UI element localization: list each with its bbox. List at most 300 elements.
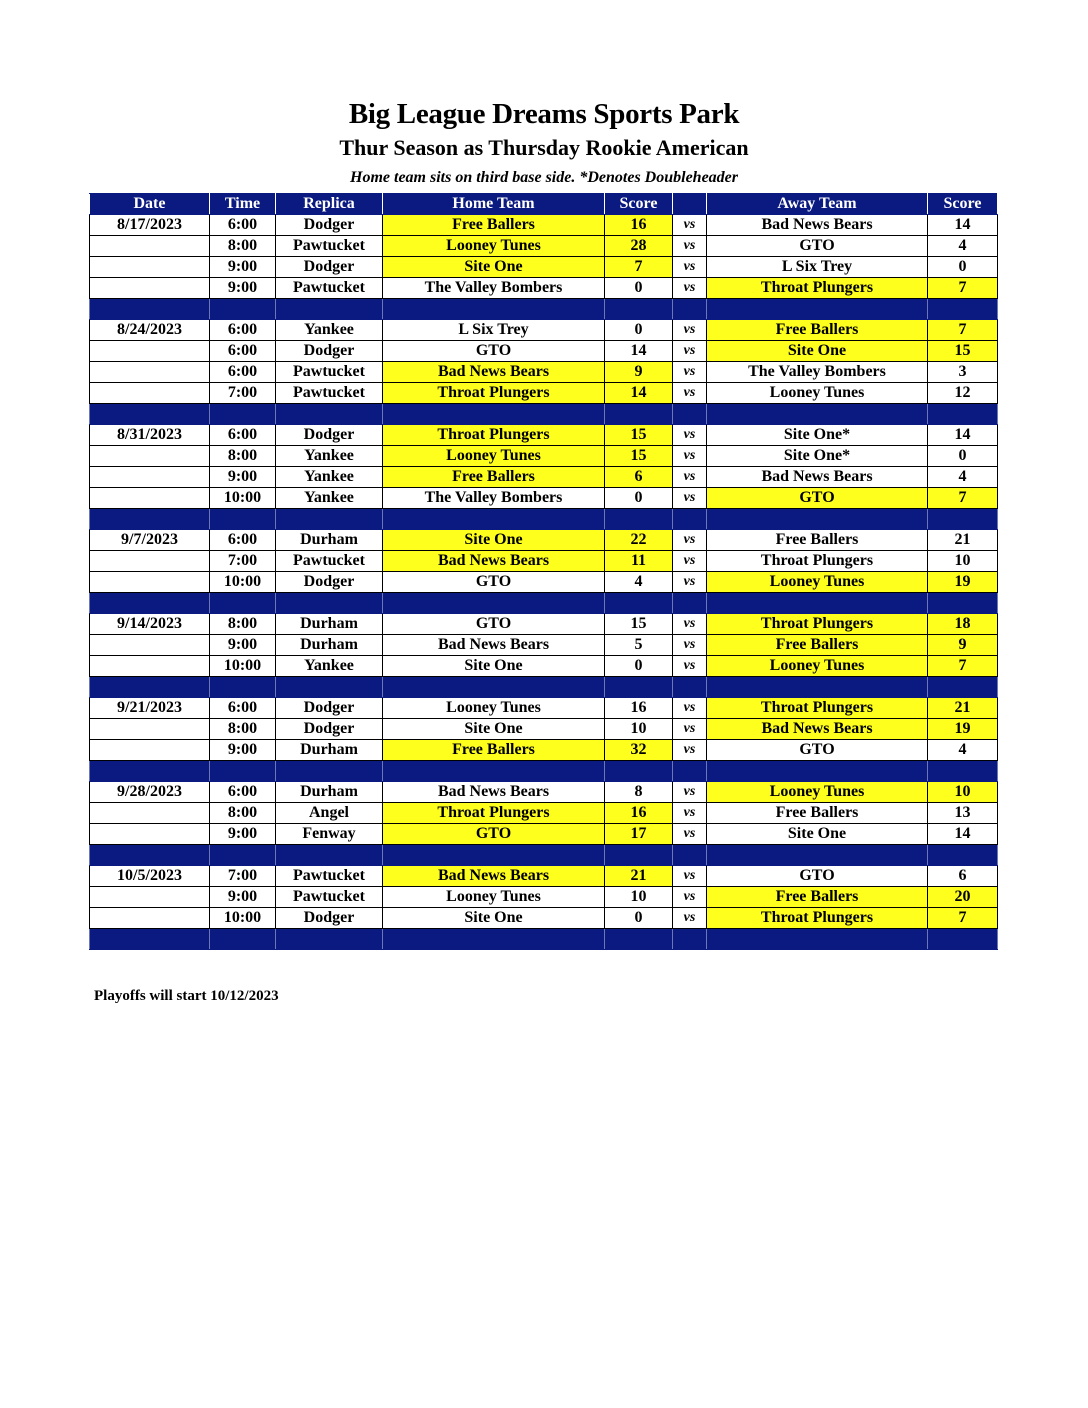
home-team: Bad News Bears	[383, 551, 605, 572]
week-separator-row	[90, 929, 998, 950]
separator-cell	[605, 299, 673, 320]
vs-label: vs	[673, 551, 707, 572]
home-team: Looney Tunes	[383, 887, 605, 908]
away-score: 14	[928, 215, 998, 236]
vs-label: vs	[673, 866, 707, 887]
away-score: 0	[928, 257, 998, 278]
game-replica: Yankee	[276, 656, 383, 677]
home-score: 16	[605, 698, 673, 719]
separator-cell	[605, 761, 673, 782]
game-time: 8:00	[210, 446, 276, 467]
game-replica: Dodger	[276, 719, 383, 740]
game-time: 10:00	[210, 572, 276, 593]
game-date	[90, 467, 210, 488]
game-replica: Durham	[276, 635, 383, 656]
table-row	[90, 341, 998, 362]
vs-label: vs	[673, 782, 707, 803]
separator-cell	[928, 509, 998, 530]
home-score: 0	[605, 656, 673, 677]
separator-cell	[276, 761, 383, 782]
home-team: L Six Trey	[383, 320, 605, 341]
separator-cell	[673, 299, 707, 320]
game-time: 8:00	[210, 803, 276, 824]
separator-cell	[210, 845, 276, 866]
home-team: Bad News Bears	[383, 782, 605, 803]
home-team: Looney Tunes	[383, 236, 605, 257]
home-score: 14	[605, 341, 673, 362]
game-date	[90, 341, 210, 362]
table-row	[90, 698, 998, 719]
page-subtitle: Thur Season as Thursday Rookie American	[339, 135, 749, 160]
home-team: Site One	[383, 530, 605, 551]
vs-label: vs	[673, 425, 707, 446]
away-team: L Six Trey	[707, 257, 928, 278]
away-score: 0	[928, 446, 998, 467]
game-replica: Durham	[276, 614, 383, 635]
home-score: 6	[605, 467, 673, 488]
game-replica: Yankee	[276, 488, 383, 509]
table-row	[90, 719, 998, 740]
game-time: 9:00	[210, 887, 276, 908]
away-team: GTO	[707, 866, 928, 887]
home-team: GTO	[383, 341, 605, 362]
away-score: 21	[928, 698, 998, 719]
separator-cell	[928, 404, 998, 425]
separator-cell	[383, 845, 605, 866]
game-date	[90, 446, 210, 467]
home-score: 14	[605, 383, 673, 404]
game-date	[90, 383, 210, 404]
separator-cell	[90, 509, 210, 530]
separator-cell	[210, 677, 276, 698]
table-row	[90, 803, 998, 824]
home-score: 15	[605, 446, 673, 467]
game-replica: Yankee	[276, 467, 383, 488]
away-score: 14	[928, 824, 998, 845]
game-replica: Dodger	[276, 698, 383, 719]
home-team: Free Ballers	[383, 740, 605, 761]
game-date: 9/7/2023	[90, 530, 210, 551]
separator-cell	[707, 299, 928, 320]
table-row	[90, 488, 998, 509]
away-score: 18	[928, 614, 998, 635]
header-date: Date	[90, 194, 210, 215]
vs-label: vs	[673, 635, 707, 656]
away-team: Free Ballers	[707, 530, 928, 551]
game-replica: Dodger	[276, 908, 383, 929]
game-date: 10/5/2023	[90, 866, 210, 887]
separator-cell	[210, 929, 276, 950]
week-separator-row	[90, 845, 998, 866]
home-team: Bad News Bears	[383, 362, 605, 383]
away-team: Site One	[707, 341, 928, 362]
header-home-score: Score	[605, 194, 673, 215]
separator-cell	[90, 404, 210, 425]
away-team: GTO	[707, 488, 928, 509]
separator-cell	[276, 929, 383, 950]
game-date	[90, 824, 210, 845]
away-score: 14	[928, 425, 998, 446]
header-vs	[673, 194, 707, 215]
game-date: 8/17/2023	[90, 215, 210, 236]
game-time: 10:00	[210, 908, 276, 929]
week-separator-row	[90, 299, 998, 320]
separator-cell	[707, 929, 928, 950]
away-score: 3	[928, 362, 998, 383]
playoffs-note: Playoffs will start 10/12/2023	[94, 988, 279, 1004]
separator-cell	[928, 593, 998, 614]
table-row	[90, 782, 998, 803]
separator-cell	[673, 677, 707, 698]
vs-label: vs	[673, 656, 707, 677]
separator-cell	[383, 404, 605, 425]
game-date	[90, 656, 210, 677]
game-date	[90, 257, 210, 278]
game-replica: Pawtucket	[276, 887, 383, 908]
home-score: 8	[605, 782, 673, 803]
away-team: Throat Plungers	[707, 278, 928, 299]
home-score: 22	[605, 530, 673, 551]
game-date	[90, 278, 210, 299]
vs-label: vs	[673, 467, 707, 488]
away-team: Free Ballers	[707, 320, 928, 341]
separator-cell	[707, 593, 928, 614]
away-score: 9	[928, 635, 998, 656]
separator-cell	[673, 404, 707, 425]
away-team: Looney Tunes	[707, 572, 928, 593]
separator-cell	[276, 509, 383, 530]
game-replica: Durham	[276, 740, 383, 761]
separator-cell	[928, 761, 998, 782]
home-team: Free Ballers	[383, 215, 605, 236]
game-date	[90, 740, 210, 761]
separator-cell	[605, 929, 673, 950]
separator-cell	[673, 509, 707, 530]
game-replica: Pawtucket	[276, 278, 383, 299]
game-time: 9:00	[210, 635, 276, 656]
vs-label: vs	[673, 698, 707, 719]
vs-label: vs	[673, 803, 707, 824]
separator-cell	[210, 404, 276, 425]
separator-cell	[210, 593, 276, 614]
separator-cell	[707, 677, 928, 698]
home-score: 9	[605, 362, 673, 383]
away-team: Throat Plungers	[707, 698, 928, 719]
game-replica: Pawtucket	[276, 362, 383, 383]
away-team: Throat Plungers	[707, 551, 928, 572]
home-score: 0	[605, 278, 673, 299]
game-replica: Yankee	[276, 320, 383, 341]
separator-cell	[210, 761, 276, 782]
home-team: Looney Tunes	[383, 446, 605, 467]
schedule-note: Home team sits on third base side. *Denotes Doubleheader	[350, 169, 738, 186]
separator-cell	[90, 929, 210, 950]
home-team: Looney Tunes	[383, 698, 605, 719]
home-team: GTO	[383, 824, 605, 845]
schedule-body	[90, 215, 998, 950]
home-score: 10	[605, 719, 673, 740]
game-date: 9/21/2023	[90, 698, 210, 719]
week-separator-row	[90, 404, 998, 425]
table-row	[90, 614, 998, 635]
separator-cell	[605, 845, 673, 866]
separator-cell	[707, 845, 928, 866]
away-team: Looney Tunes	[707, 383, 928, 404]
away-team: Free Ballers	[707, 635, 928, 656]
week-separator-row	[90, 677, 998, 698]
week-separator-row	[90, 593, 998, 614]
game-date	[90, 908, 210, 929]
home-score: 28	[605, 236, 673, 257]
away-team: Bad News Bears	[707, 215, 928, 236]
game-time: 6:00	[210, 782, 276, 803]
home-score: 17	[605, 824, 673, 845]
table-row	[90, 467, 998, 488]
home-team: Throat Plungers	[383, 803, 605, 824]
separator-cell	[276, 677, 383, 698]
game-time: 8:00	[210, 614, 276, 635]
game-date	[90, 635, 210, 656]
vs-label: vs	[673, 362, 707, 383]
table-row	[90, 446, 998, 467]
game-replica: Yankee	[276, 446, 383, 467]
separator-cell	[90, 845, 210, 866]
vs-label: vs	[673, 257, 707, 278]
separator-cell	[210, 299, 276, 320]
header-replica: Replica	[276, 194, 383, 215]
home-score: 4	[605, 572, 673, 593]
away-score: 19	[928, 572, 998, 593]
away-score: 4	[928, 236, 998, 257]
game-time: 6:00	[210, 698, 276, 719]
game-date	[90, 572, 210, 593]
home-score: 10	[605, 887, 673, 908]
home-team: Bad News Bears	[383, 635, 605, 656]
separator-cell	[605, 404, 673, 425]
game-time: 9:00	[210, 740, 276, 761]
header-away-team: Away Team	[707, 194, 928, 215]
away-team: Free Ballers	[707, 803, 928, 824]
game-replica: Pawtucket	[276, 236, 383, 257]
separator-cell	[90, 677, 210, 698]
away-score: 7	[928, 488, 998, 509]
game-time: 7:00	[210, 551, 276, 572]
table-row	[90, 656, 998, 677]
game-replica: Pawtucket	[276, 551, 383, 572]
schedule-table	[89, 193, 998, 950]
separator-cell	[276, 404, 383, 425]
away-team: Bad News Bears	[707, 719, 928, 740]
home-team: Bad News Bears	[383, 866, 605, 887]
home-score: 15	[605, 425, 673, 446]
away-score: 15	[928, 341, 998, 362]
table-row	[90, 383, 998, 404]
table-row	[90, 572, 998, 593]
vs-label: vs	[673, 719, 707, 740]
away-score: 19	[928, 719, 998, 740]
vs-label: vs	[673, 488, 707, 509]
home-score: 21	[605, 866, 673, 887]
separator-cell	[276, 845, 383, 866]
separator-cell	[90, 593, 210, 614]
game-date	[90, 803, 210, 824]
game-date	[90, 719, 210, 740]
away-team: Site One	[707, 824, 928, 845]
table-row	[90, 824, 998, 845]
separator-cell	[383, 593, 605, 614]
separator-cell	[383, 677, 605, 698]
separator-cell	[707, 761, 928, 782]
away-score: 12	[928, 383, 998, 404]
game-time: 9:00	[210, 257, 276, 278]
game-replica: Dodger	[276, 257, 383, 278]
vs-label: vs	[673, 320, 707, 341]
vs-label: vs	[673, 383, 707, 404]
home-score: 7	[605, 257, 673, 278]
away-team: Throat Plungers	[707, 908, 928, 929]
game-time: 9:00	[210, 467, 276, 488]
game-replica: Pawtucket	[276, 383, 383, 404]
home-score: 32	[605, 740, 673, 761]
separator-cell	[605, 677, 673, 698]
away-team: Site One*	[707, 425, 928, 446]
separator-cell	[383, 929, 605, 950]
table-row	[90, 257, 998, 278]
away-score: 21	[928, 530, 998, 551]
home-team: Free Ballers	[383, 467, 605, 488]
away-score: 20	[928, 887, 998, 908]
table-row	[90, 635, 998, 656]
table-row	[90, 236, 998, 257]
game-replica: Fenway	[276, 824, 383, 845]
game-date	[90, 488, 210, 509]
header-time: Time	[210, 194, 276, 215]
game-time: 8:00	[210, 236, 276, 257]
away-score: 4	[928, 740, 998, 761]
home-score: 16	[605, 215, 673, 236]
table-row	[90, 362, 998, 383]
game-time: 7:00	[210, 866, 276, 887]
home-score: 0	[605, 320, 673, 341]
game-time: 6:00	[210, 362, 276, 383]
game-date	[90, 236, 210, 257]
separator-cell	[673, 845, 707, 866]
vs-label: vs	[673, 341, 707, 362]
page-title: Big League Dreams Sports Park	[348, 98, 740, 130]
week-separator-row	[90, 761, 998, 782]
game-time: 10:00	[210, 656, 276, 677]
week-separator-row	[90, 509, 998, 530]
home-team: Site One	[383, 908, 605, 929]
home-score: 11	[605, 551, 673, 572]
game-replica: Durham	[276, 782, 383, 803]
game-replica: Dodger	[276, 572, 383, 593]
table-row	[90, 215, 998, 236]
game-replica: Angel	[276, 803, 383, 824]
home-team: Throat Plungers	[383, 383, 605, 404]
home-team: Site One	[383, 656, 605, 677]
game-time: 6:00	[210, 425, 276, 446]
game-replica: Dodger	[276, 341, 383, 362]
vs-label: vs	[673, 236, 707, 257]
table-row	[90, 425, 998, 446]
game-time: 10:00	[210, 488, 276, 509]
separator-cell	[673, 593, 707, 614]
separator-cell	[90, 761, 210, 782]
separator-cell	[928, 677, 998, 698]
away-team: Site One*	[707, 446, 928, 467]
home-score: 15	[605, 614, 673, 635]
table-row	[90, 866, 998, 887]
vs-label: vs	[673, 908, 707, 929]
table-row	[90, 530, 998, 551]
away-score: 7	[928, 908, 998, 929]
away-score: 7	[928, 656, 998, 677]
separator-cell	[928, 845, 998, 866]
separator-cell	[383, 509, 605, 530]
game-time: 9:00	[210, 278, 276, 299]
home-team: Site One	[383, 719, 605, 740]
game-time: 9:00	[210, 824, 276, 845]
game-date: 8/24/2023	[90, 320, 210, 341]
game-time: 8:00	[210, 719, 276, 740]
home-score: 0	[605, 908, 673, 929]
separator-cell	[605, 593, 673, 614]
separator-cell	[276, 299, 383, 320]
game-date	[90, 551, 210, 572]
game-date	[90, 887, 210, 908]
away-score: 7	[928, 320, 998, 341]
table-row	[90, 740, 998, 761]
vs-label: vs	[673, 572, 707, 593]
table-header-row	[90, 194, 998, 215]
away-score: 6	[928, 866, 998, 887]
vs-label: vs	[673, 530, 707, 551]
home-score: 0	[605, 488, 673, 509]
separator-cell	[928, 299, 998, 320]
game-replica: Pawtucket	[276, 866, 383, 887]
away-team: Throat Plungers	[707, 614, 928, 635]
header-home-team: Home Team	[383, 194, 605, 215]
table-row	[90, 278, 998, 299]
away-team: Looney Tunes	[707, 656, 928, 677]
away-team: Bad News Bears	[707, 467, 928, 488]
vs-label: vs	[673, 614, 707, 635]
separator-cell	[673, 929, 707, 950]
vs-label: vs	[673, 278, 707, 299]
away-team: Free Ballers	[707, 887, 928, 908]
vs-label: vs	[673, 740, 707, 761]
away-team: Looney Tunes	[707, 782, 928, 803]
home-team: Site One	[383, 257, 605, 278]
game-time: 6:00	[210, 320, 276, 341]
home-score: 5	[605, 635, 673, 656]
table-row	[90, 551, 998, 572]
away-team: GTO	[707, 236, 928, 257]
game-date	[90, 362, 210, 383]
separator-cell	[605, 509, 673, 530]
home-team: The Valley Bombers	[383, 488, 605, 509]
game-date: 9/28/2023	[90, 782, 210, 803]
table-row	[90, 908, 998, 929]
table-row	[90, 320, 998, 341]
table-row	[90, 887, 998, 908]
separator-cell	[673, 761, 707, 782]
separator-cell	[383, 299, 605, 320]
separator-cell	[928, 929, 998, 950]
separator-cell	[383, 761, 605, 782]
game-replica: Durham	[276, 530, 383, 551]
